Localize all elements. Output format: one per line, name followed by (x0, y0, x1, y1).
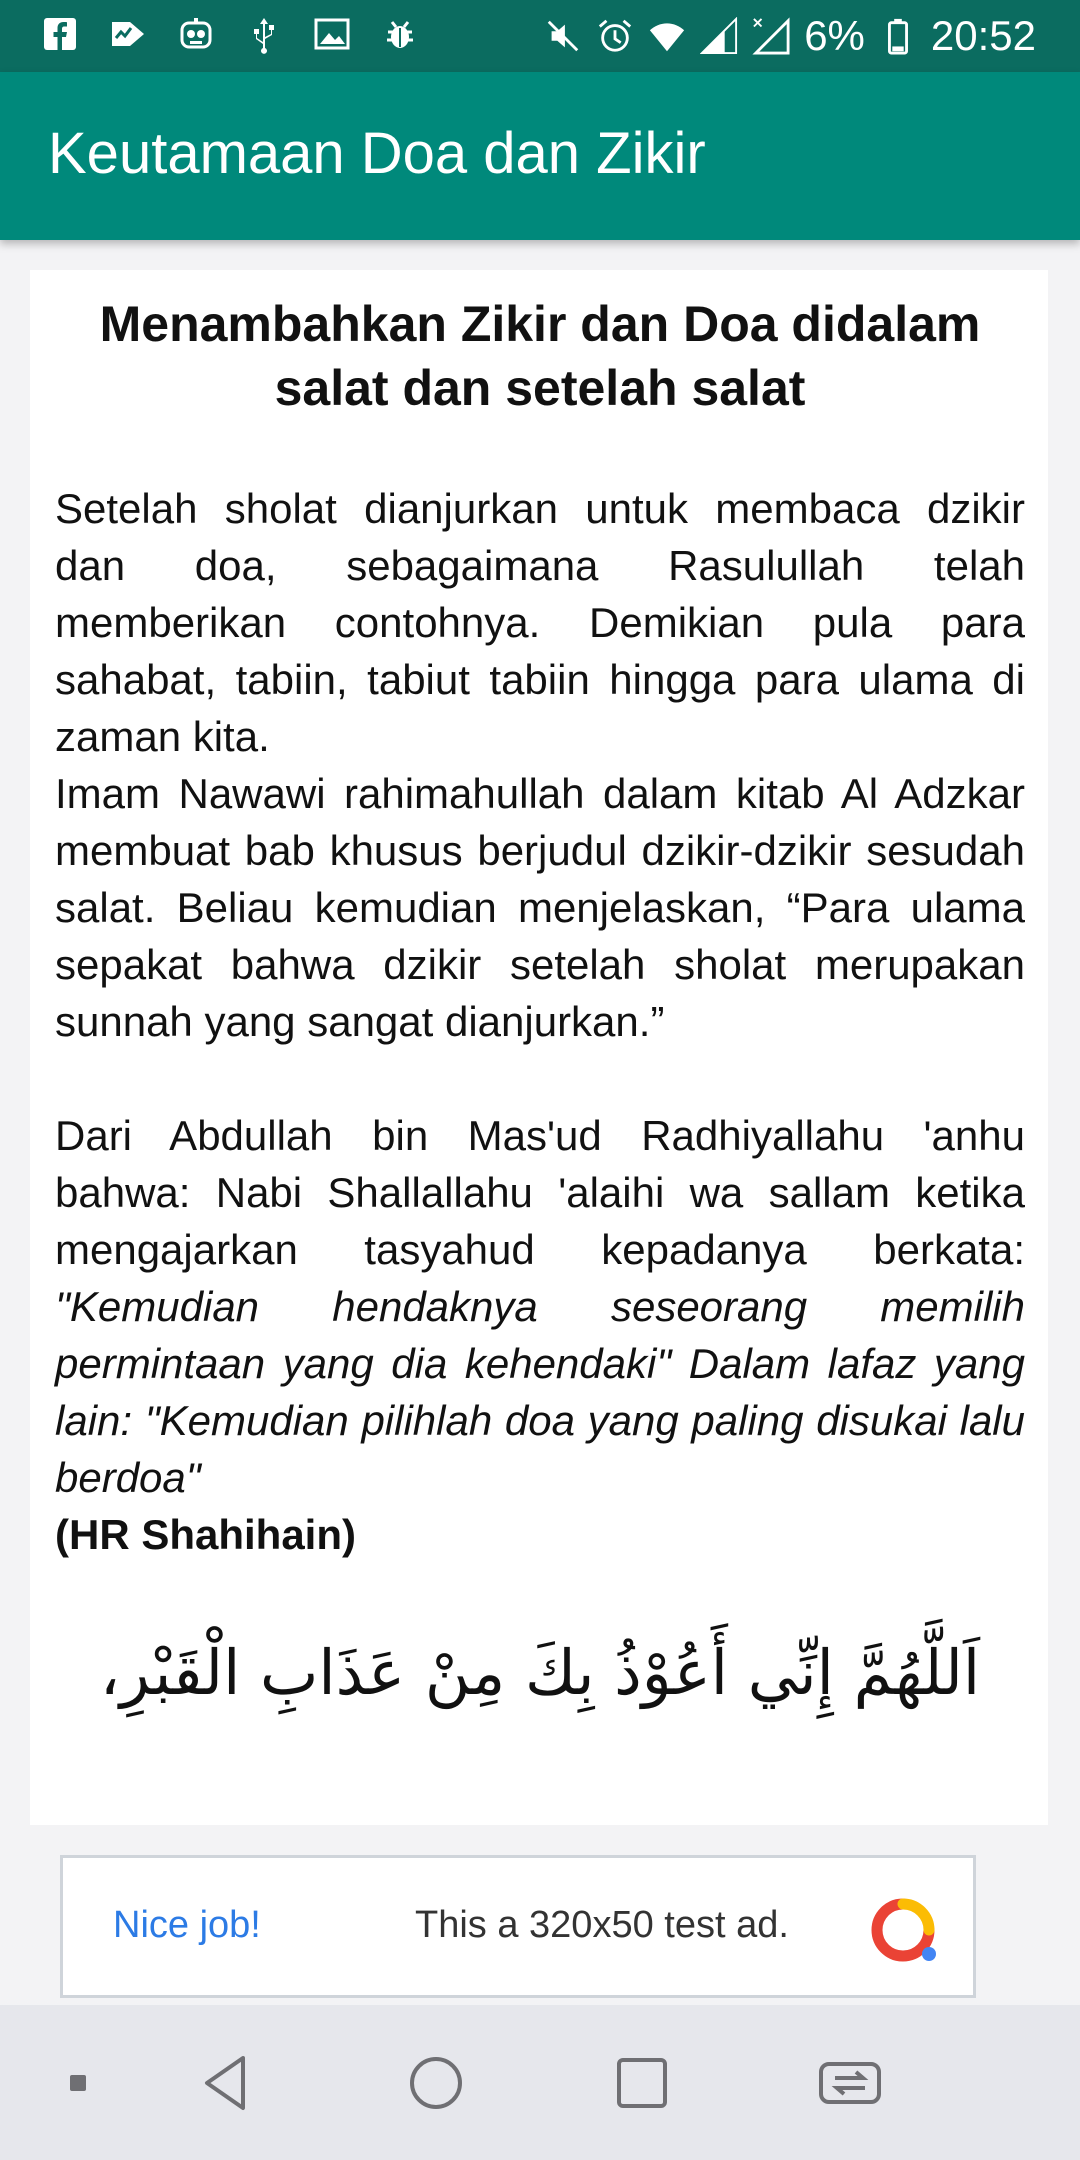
article-title: Menambahkan Zikir dan Doa didalam salat dan setelah salat (99, 296, 981, 416)
article-scroll-view[interactable] (30, 270, 1048, 1825)
square-small-icon[interactable] (43, 2048, 113, 2118)
battery-icon (879, 17, 917, 55)
switch-app-icon[interactable] (815, 2048, 885, 2118)
article-paragraph-1: Setelah sholat dianjurkan untuk membaca dzikir dan doa, sebagaimana Rasulullah telah memberikan contohnya. Demikian pula para sahabat, tabiin, tabiut tabiin hingga para ulama di zaman kita. (55, 485, 1025, 760)
image-icon (312, 14, 352, 54)
wifi-icon (648, 17, 686, 55)
battery-percentage: 6% (804, 12, 865, 59)
ad-logo-icon (867, 1894, 939, 1966)
status-time: 20:52 (930, 12, 1036, 59)
home-icon[interactable] (401, 2048, 471, 2118)
ad-headline: Nice job! (113, 1904, 261, 1946)
status-notification-icons (40, 14, 420, 54)
analytics-icon (108, 14, 148, 54)
back-icon[interactable] (193, 2048, 263, 2118)
paragraph-spacer (55, 1050, 1025, 1107)
signal-icon (700, 17, 738, 55)
usb-icon (244, 14, 284, 54)
facebook-icon (40, 14, 80, 54)
hadith-reference: (HR Shahihain) (55, 1511, 356, 1558)
status-bar (0, 0, 1080, 72)
arabic-prayer-line-1: اَللَّهُمَّ إِنِّي أَعُوْذُ بِكَ مِنْ عَذَابِ الْقَبْرِ، (99, 1636, 981, 1709)
navigation-bar (0, 2005, 1080, 2160)
app-bar (0, 72, 1080, 240)
article-paragraph-3 (55, 1107, 1025, 1506)
app-title: Keutamaan Doa dan Zikir (48, 121, 706, 186)
recents-icon[interactable] (607, 2048, 677, 2118)
hadith-quote: "Kemudian hendaknya seseorang memilih permintaan yang dia kehendaki" Dalam lafaz yang lain: "Kemudian pilihlah doa yang paling disukai lalu berdoa" (55, 1283, 1025, 1501)
status-system-icons (544, 10, 1036, 62)
hadith-intro: Dari Abdullah bin Mas'ud Radhiyallahu 'anhu bahwa: Nabi Shallallahu 'alaihi wa sallam ketika mengajarkan tasyahud kepadanya berkata: (55, 1112, 1025, 1273)
ad-body-text: This a 320x50 test ad. (415, 1904, 789, 1946)
signal-no-sim-icon (752, 17, 790, 55)
robot-icon (176, 14, 216, 54)
article-paragraph-2: Imam Nawawi rahimahullah dalam kitab Al Adzkar membuat bab khusus berjudul dzikir-dzikir sesudah salat. Beliau kemudian menjelaskan, “Para ulama sepakat bahwa dzikir setelah sholat merupakan sunnah yang sangat dianjurkan.” (55, 770, 1025, 1045)
article (55, 292, 1025, 1733)
mute-icon (544, 17, 582, 55)
bug-icon (380, 14, 420, 54)
alarm-icon (596, 17, 634, 55)
ad-banner[interactable] (60, 1855, 976, 1998)
